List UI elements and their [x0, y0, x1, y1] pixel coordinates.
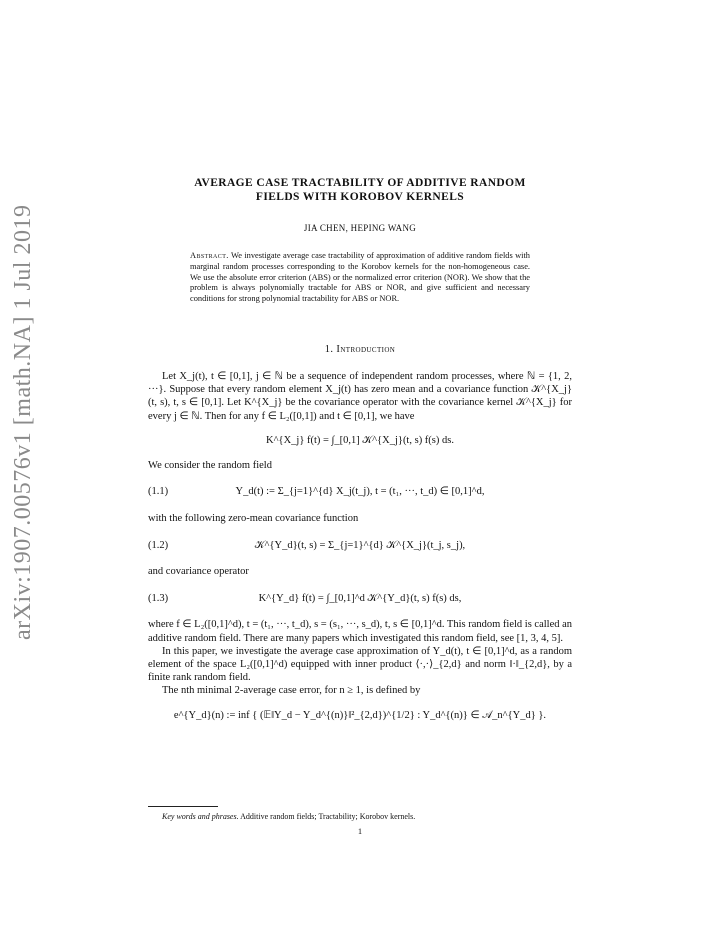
equation-1-2	[148, 525, 572, 565]
paragraph-5: where f ∈ L₂([0,1]^d), t = (t₁, ···, t_d), s = (s₁, ···, s_d), t, s ∈ [0,1]^d. This random field is called an additive random field. There are many papers which investigated this random field, see [1, 3, 4, 5].	[148, 619, 573, 644]
equation-1-1	[148, 472, 572, 512]
equation-error: e^{Y_d}(n) := inf { (𝔼‖Y_d − Y_d^{(n)}‖²_{2,d})^{1/2} : Y_d^{(n)} ∈ 𝒜_n^{Y_d} }.	[173, 709, 547, 721]
equation-body: Y_d(t) := Σ_{j=1}^{d} X_j(t_j), t = (t₁, ···, t_d) ∈ [0,1]^d,	[235, 486, 485, 498]
paragraph-3: with the following zero-mean covariance function	[148, 512, 359, 524]
paragraph-4: and covariance operator	[148, 566, 249, 578]
paragraph-2: We consider the random field	[148, 459, 272, 471]
paragraph-1: Let X_j(t), t ∈ [0,1], j ∈ ℕ be a sequence of independent random processes, where ℕ = {1, 2, ···}. Suppose that every random element X_j(t) has zero mean and a covariance function 𝒦^{X_j}(t, s), t, s ∈ [0,1]. Let K^{X_j} be the covariance operator with the covariance kernel 𝒦^{X_j} for every j ∈ ℕ. Then for any f ∈ L₂([0,1]) and t ∈ [0,1], we have	[148, 370, 572, 422]
page-content	[148, 176, 572, 734]
abstract	[190, 251, 530, 305]
section-heading: 1. Introduction	[324, 343, 396, 355]
equation-number: (1.3)	[148, 592, 169, 604]
equation-kernel: K^{X_j} f(t) = ∫_[0,1] 𝒦^{X_j}(t, s) f(s) ds.	[266, 434, 454, 446]
paper-title	[148, 176, 572, 204]
equation-body: K^{Y_d} f(t) = ∫_[0,1]^d 𝒦^{Y_d}(t, s) f(s) ds,	[258, 592, 462, 604]
abstract-label: Abstract.	[190, 251, 229, 261]
title-line-2: FIELDS WITH KOROBOV KERNELS	[255, 191, 465, 203]
abstract-text: We investigate average case tractability of approximation of additive random fields with marginal random processes corresponding to the Korobov kernels for the non-homogeneous case. We use the absolute error criterion (ABS) or the normalized error criterion (NOR). We show that the problem is always polynomially tractable for ABS or NOR, and give sufficient and necessary conditions for strong polynomial tractability for ABS or NOR.	[190, 251, 530, 304]
equation-number: (1.1)	[148, 486, 169, 498]
title-line-1: AVERAGE CASE TRACTABILITY OF ADDITIVE RANDOM	[194, 177, 526, 189]
footnote-label: Key words and phrases.	[162, 812, 239, 821]
page-number: 1	[357, 826, 363, 836]
paragraph-7: The nth minimal 2-average case error, for n ≥ 1, is defined by	[162, 685, 421, 697]
paragraph-6: In this paper, we investigate the average case approximation of Y_d(t), t ∈ [0,1]^d, as a random element of the space L₂([0,1]^d) equipped with inner product ⟨·,·⟩_{2,d} and norm ‖·‖_{2,d}, by a finite rank random field.	[148, 645, 572, 684]
equation-1-3	[148, 578, 572, 618]
footnote-text: Additive random fields; Tractability; Korobov kernels.	[240, 812, 416, 821]
footnote	[162, 812, 415, 821]
authors: JIA CHEN, HEPING WANG	[303, 223, 417, 233]
arxiv-stamp: arXiv:1907.00576v1 [math.NA] 1 Jul 2019	[10, 204, 36, 640]
equation-number: (1.2)	[148, 539, 169, 551]
footnote-rule	[148, 806, 218, 807]
equation-body: 𝒦^{Y_d}(t, s) = Σ_{j=1}^{d} 𝒦^{X_j}(t_j, s_j),	[254, 539, 466, 551]
